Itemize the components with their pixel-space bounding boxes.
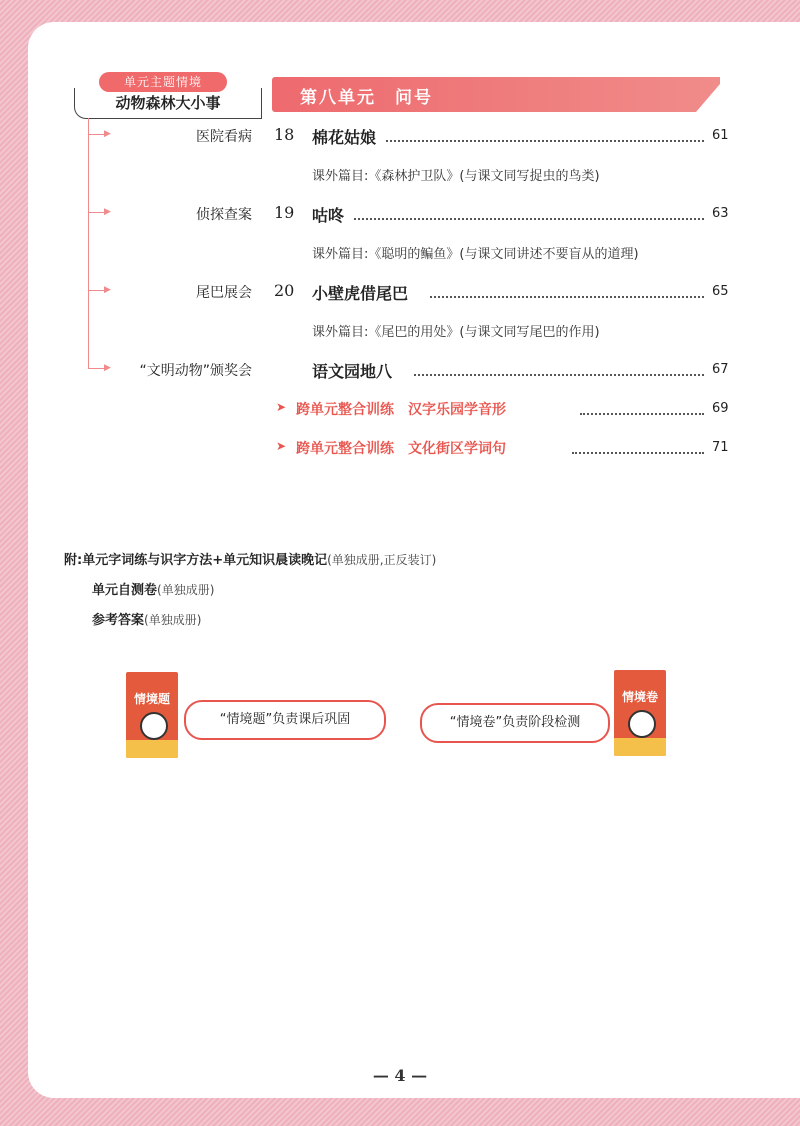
appendix-title: 参考答案 <box>92 613 145 628</box>
arrow-icon: ▶ <box>104 207 111 217</box>
appendix-line-3 <box>92 609 201 628</box>
arrow-icon: ▶ <box>104 363 111 373</box>
panda-icon <box>140 712 168 740</box>
arrow-icon: ▶ <box>104 129 111 139</box>
book-cover-tests <box>614 670 666 756</box>
scene-2: 侦探查案 <box>196 207 252 223</box>
unit-header-notch <box>696 77 726 112</box>
lesson-title[interactable]: 棉花姑娘 <box>312 128 377 147</box>
speech-bubble-1: “情境题”负责课后巩固 <box>184 700 386 740</box>
theme-pill: 单元主题情境 <box>99 72 227 92</box>
speech-bubble-2: “情境卷”负责阶段检测 <box>420 703 610 743</box>
lesson-extra: 课外篇目:《森林护卫队》(与课文同写捉虫的鸟类) <box>312 169 600 184</box>
leader-dots <box>430 296 704 298</box>
lesson-number: 19 <box>274 203 295 222</box>
unit-title: 第八单元 问号 <box>300 88 433 108</box>
appendix-title: 附:单元字词练与识字方法+单元知识晨读晚记 <box>64 553 328 568</box>
lesson-extra: 课外篇目:《聪明的鳊鱼》(与课文同讲述不要盲从的道理) <box>312 247 639 262</box>
appendix-note: (单独成册) <box>144 613 202 627</box>
training-title[interactable]: 跨单元整合训练 汉字乐园学音形 <box>296 402 506 418</box>
scene-4: “文明动物”颁奖会 <box>139 363 252 379</box>
arrow-icon: ▶ <box>104 285 111 295</box>
appendix-line-2 <box>92 579 214 598</box>
branch-arrow-icon: ➤ <box>276 400 287 414</box>
scene-1: 医院看病 <box>196 129 252 145</box>
appendix-line-1 <box>64 549 436 568</box>
theme-title: 动物森林大小事 <box>74 88 262 119</box>
page-number: 63 <box>712 206 729 221</box>
page-number: 71 <box>712 440 729 455</box>
book-cover-questions <box>126 672 178 758</box>
training-title[interactable]: 跨单元整合训练 文化街区学词句 <box>296 441 506 457</box>
branch-arrow-icon: ➤ <box>276 439 287 453</box>
leader-dots <box>572 452 704 454</box>
appendix-note: (单独成册,正反装订) <box>327 553 437 567</box>
page-number: 65 <box>712 284 729 299</box>
panda-icon <box>628 710 656 738</box>
leader-dots <box>580 413 704 415</box>
appendix-title: 单元自测卷 <box>92 583 158 598</box>
leader-dots <box>354 218 704 220</box>
leader-dots <box>386 140 704 142</box>
book-title: 情境题 <box>133 692 170 706</box>
page-number: 69 <box>712 401 729 416</box>
page-footer: — 4 — <box>372 1066 428 1085</box>
lesson-title[interactable]: 咕咚 <box>312 206 345 225</box>
page-number: 61 <box>712 128 729 143</box>
book-title: 情境卷 <box>621 690 658 704</box>
lesson-title[interactable]: 小壁虎借尾巴 <box>312 284 409 303</box>
lesson-title[interactable]: 语文园地八 <box>312 362 393 381</box>
theme-connector-line <box>88 118 89 368</box>
lesson-extra: 课外篇目:《尾巴的用处》(与课文同写尾巴的作用) <box>312 325 600 340</box>
lesson-number: 18 <box>274 125 295 144</box>
scene-3: 尾巴展会 <box>196 285 252 301</box>
page-number: 67 <box>712 362 729 377</box>
leader-dots <box>414 374 704 376</box>
appendix-note: (单独成册) <box>157 583 215 597</box>
lesson-number: 20 <box>274 281 295 300</box>
